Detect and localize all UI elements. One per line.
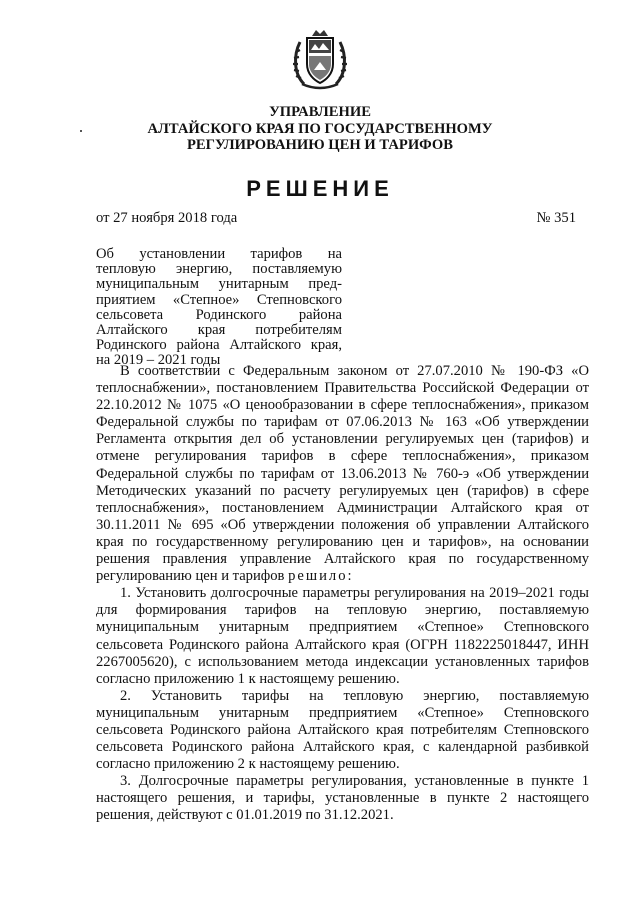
authority-line-1: УПРАВЛЕНИЕ xyxy=(269,104,371,120)
document-date: от 27 ноября 2018 года xyxy=(96,210,238,226)
item-3-paragraph: 3. Долгосрочные параметры регулирования, установленные в пункте 1 настоящего решения, и тарифы, установленные в пункте 2 настоящего решения, действуют с 01.01.2019 по 31.12.2021. xyxy=(96,773,589,824)
subject-line: сельсовета Родинского района xyxy=(96,306,342,323)
document-number: № 351 xyxy=(536,210,576,226)
preamble-text: В соответствии с Федеральным законом от 27.07.2010 № 190-ФЗ «О теплоснабжении», постановлением Правительства Российской Федерации от 22.10.2012 № 1075 «О ценообразовании в сфере теплоснабжения», приказом Федеральной службы по тарифам от 07.06.2013 № 163 «Об утверждении Регламента открытия дел об установлении регулируемых цен (тарифов) и отмене регулирования тарифов в сфере теплоснабжения», приказом Федеральной службы по тарифам от 13.06.2013 № 760-э «Об утверждении Методических указаний по расчету регулируемых цен (тарифов) в сфере теплоснабжения», постановлением Администрации Алтайского края от 30.11.2011 № 695 «Об утверждении положения об управлении Алтайского края по государственному регулированию цен и тарифов», на основании решения правления управление Алтайского края по государственному регулированию цен и тарифов xyxy=(96,363,589,585)
document-subject xyxy=(96,247,342,369)
issuing-authority xyxy=(0,104,640,154)
altai-krai-coat-of-arms-icon xyxy=(290,26,350,92)
resolved-word: решило: xyxy=(288,568,354,585)
document-title: РЕШЕНИЕ xyxy=(246,176,394,201)
item-1-paragraph: 1. Установить долгосрочные параметры регулирования на 2019–2021 годы для формирования тарифов на тепловую энергию, поставляемую муниципальным унитарным предприятием «Степное» Степновского сельсовета Родинского района Алтайского края (ОГРН 1182225018447, ИНН 2267005620), с использованием метода индексации установленных тарифов согласно приложению 1 к настоящему решению. xyxy=(96,585,589,687)
subject-line: Алтайского края потребителям xyxy=(96,322,342,339)
item-2-paragraph: 2. Установить тарифы на тепловую энергию, поставляемую муниципальным унитарным предприятием «Степное» Степновского сельсовета Родинского района Алтайского края потребителям Степновского сельсовета Родинского района Алтайского края, с календарной разбивкой согласно приложению 2 к настоящему решению. xyxy=(96,687,589,773)
preamble-paragraph xyxy=(96,363,589,585)
subject-line: Родинского района Алтайского края, xyxy=(96,337,342,354)
subject-line: Об установлении тарифов на xyxy=(96,246,342,262)
document-body xyxy=(96,363,589,825)
authority-line-3: РЕГУЛИРОВАНИЮ ЦЕН И ТАРИФОВ xyxy=(187,137,453,153)
authority-line-2: АЛТАЙСКОГО КРАЯ ПО ГОСУДАРСТВЕННОМУ xyxy=(147,120,493,137)
subject-line: приятием «Степное» Степновского xyxy=(96,291,342,308)
subject-line: на 2019 – 2021 годы xyxy=(96,352,221,369)
subject-line: тепловую энергию, поставляемую xyxy=(96,261,342,278)
subject-line: муниципальным унитарным пред- xyxy=(96,276,342,293)
